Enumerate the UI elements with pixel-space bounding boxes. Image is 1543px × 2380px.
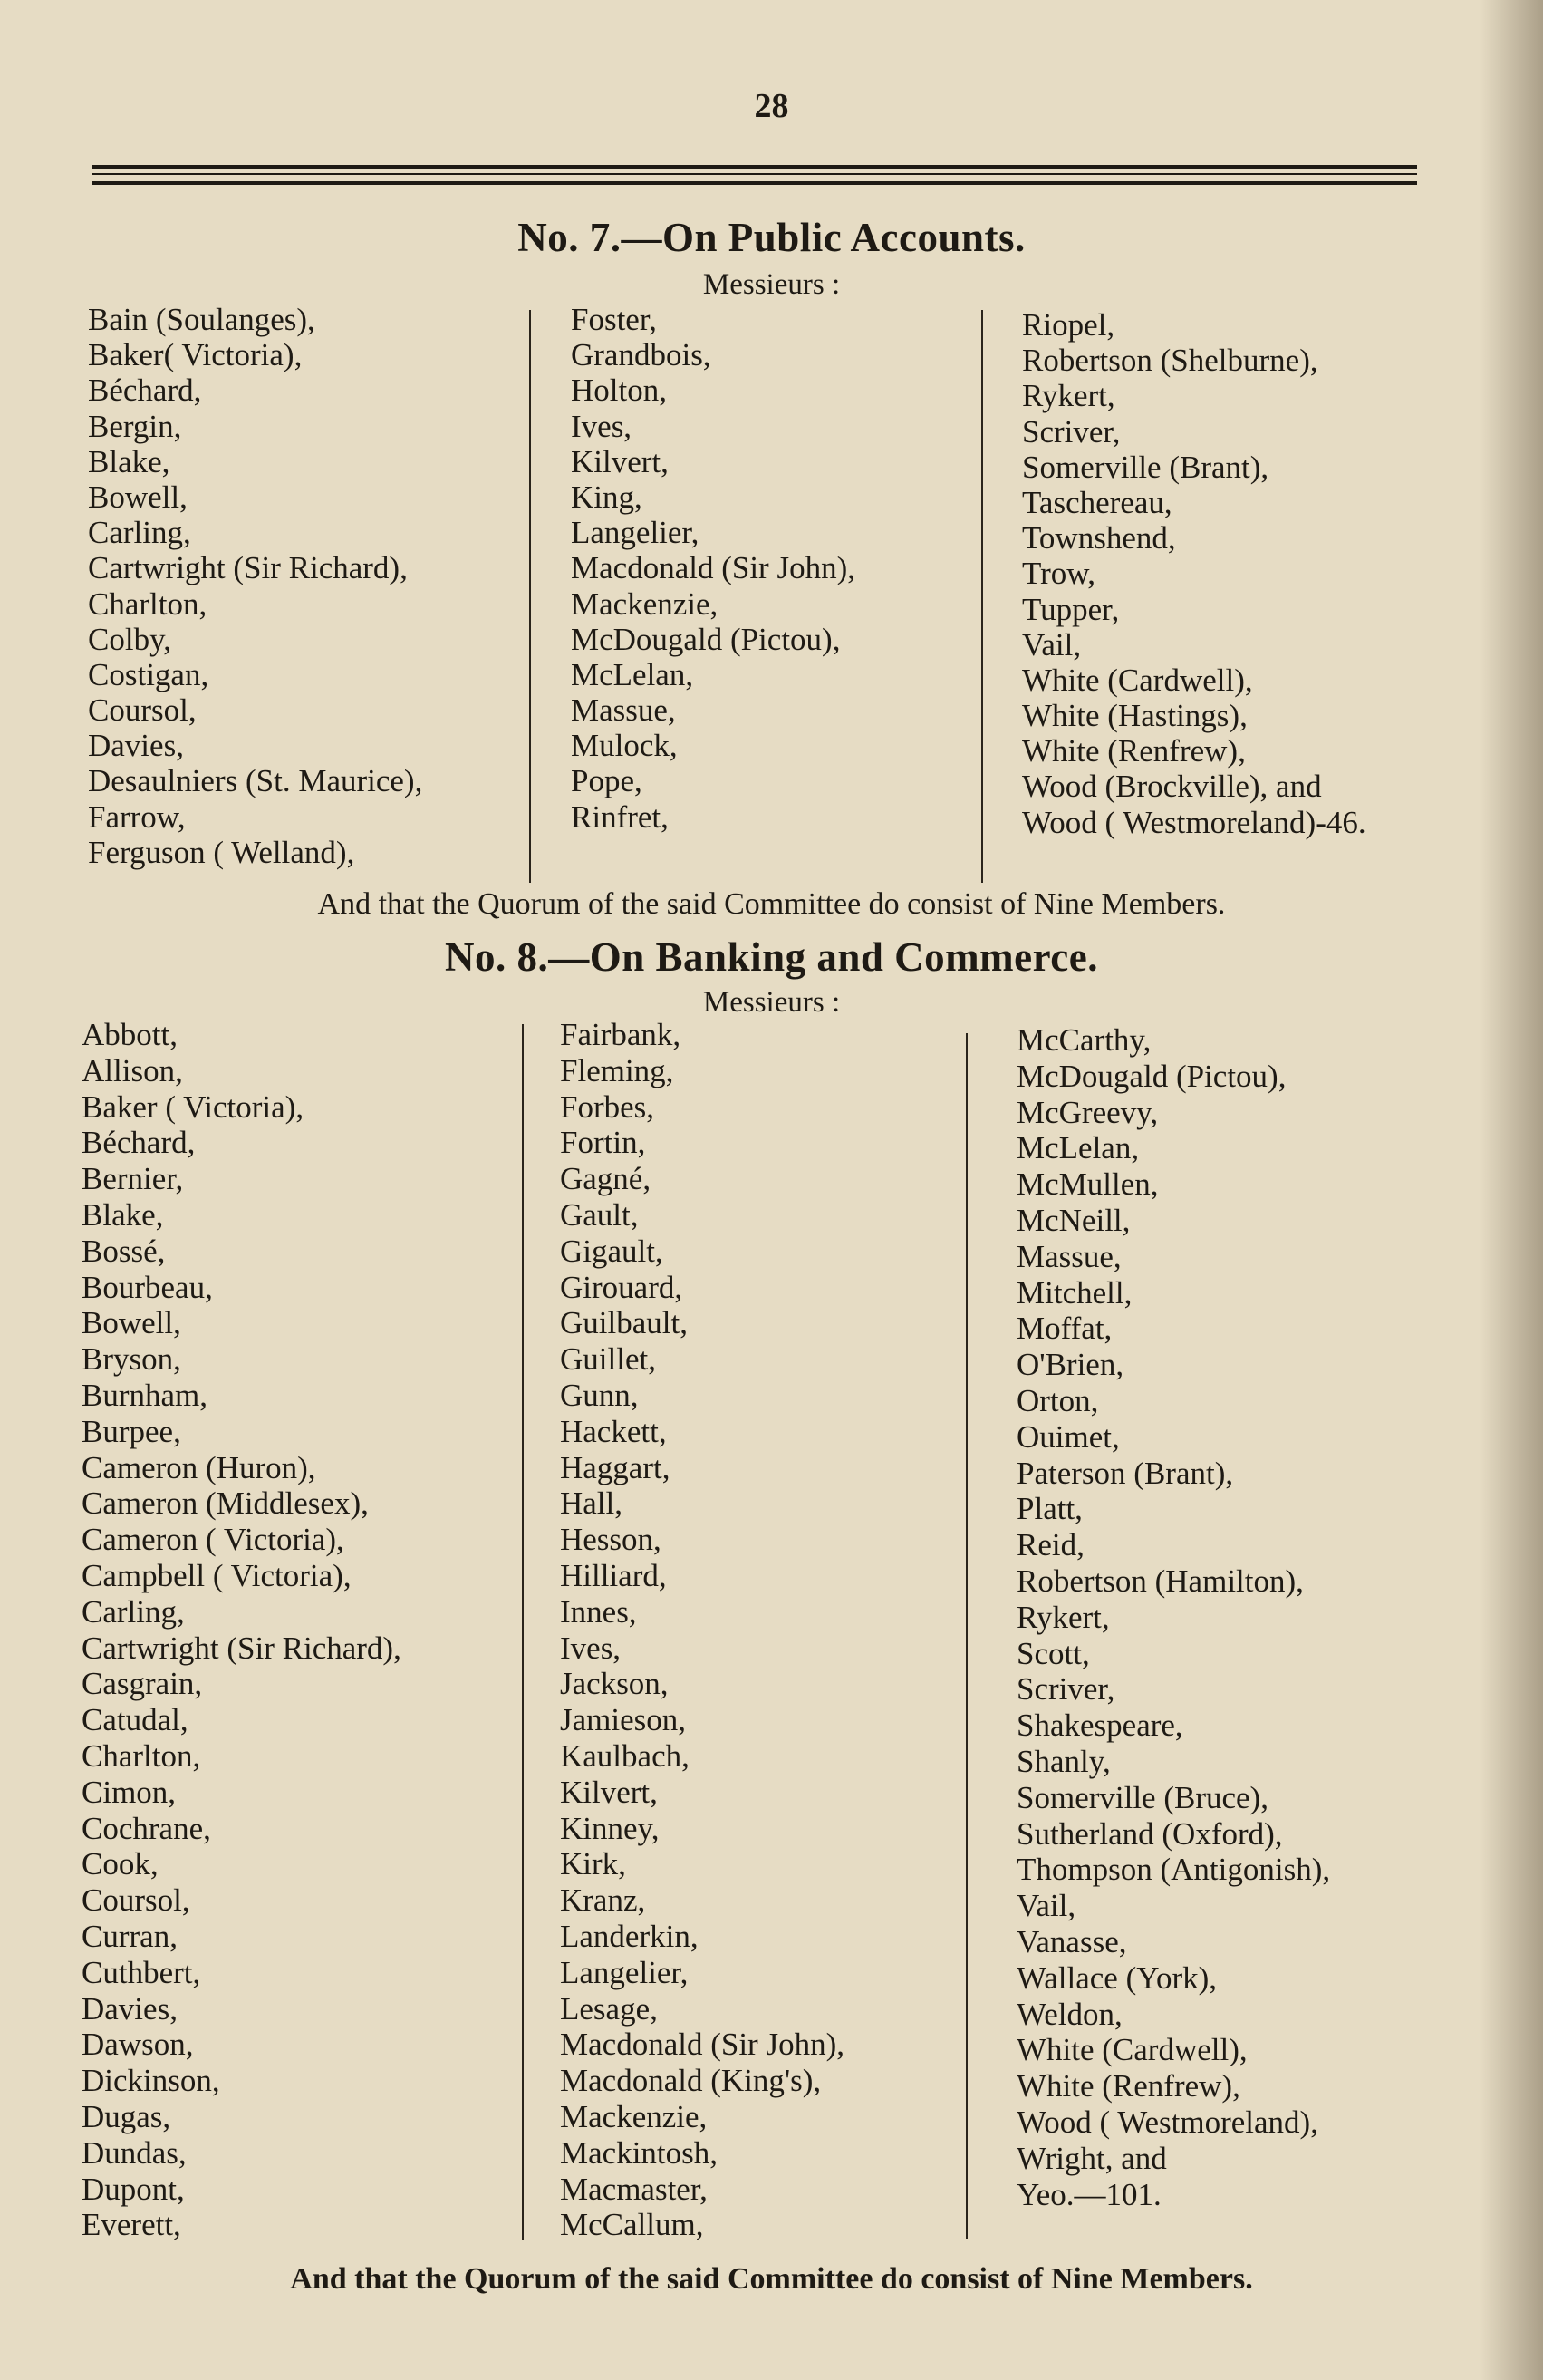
member-name: Blake,: [82, 1196, 164, 1233]
member-name: King,: [571, 479, 642, 515]
member-name: Pope,: [571, 763, 642, 799]
member-name: Gagné,: [560, 1161, 651, 1197]
member-name: Kilvert,: [560, 1774, 658, 1810]
member-name: Forbes,: [560, 1088, 655, 1125]
member-name: Abbott,: [82, 1017, 178, 1052]
member-name: Macmaster,: [560, 2171, 708, 2207]
member-name: Wright, and: [1017, 2140, 1167, 2176]
member-name: Massue,: [1017, 1238, 1122, 1274]
member-name: Rinfret,: [571, 798, 669, 835]
member-name: Kaulbach,: [560, 1737, 690, 1774]
member-name: Macdonald (King's),: [560, 2063, 822, 2099]
member-name: Cameron (Huron),: [82, 1449, 316, 1485]
member-name: Taschereau,: [1022, 484, 1172, 520]
member-name: Wood ( Westmoreland),: [1017, 2104, 1318, 2140]
member-name: Bowell,: [88, 479, 188, 515]
member-name: Bain (Soulanges),: [88, 302, 315, 337]
section7-column-1: [88, 302, 422, 870]
member-name: Campbell ( Victoria),: [82, 1557, 352, 1593]
member-name: Carling,: [88, 515, 191, 551]
member-name: Cimon,: [82, 1774, 177, 1810]
section8-column-2: [560, 1017, 844, 2243]
member-name: Davies,: [88, 728, 184, 764]
member-name: Moffat,: [1017, 1311, 1113, 1347]
member-name: Kranz,: [560, 1882, 646, 1919]
member-name: Mackenzie,: [560, 2098, 708, 2134]
member-name: Jamieson,: [560, 1702, 687, 1738]
member-name: Bryson,: [82, 1341, 181, 1378]
member-name: Scriver,: [1017, 1671, 1115, 1708]
column-divider: [981, 310, 983, 883]
member-name: Gault,: [560, 1196, 639, 1233]
column-divider: [529, 310, 531, 883]
page-edge-shadow: [1480, 0, 1543, 2380]
member-name: McDougald (Pictou),: [571, 621, 841, 657]
member-name: Baker( Victoria),: [88, 337, 303, 373]
member-name: Cameron (Middlesex),: [82, 1485, 369, 1522]
member-name: Jackson,: [560, 1666, 669, 1702]
header-rule: [92, 165, 1417, 169]
member-name: Béchard,: [82, 1125, 196, 1161]
member-name: Farrow,: [88, 798, 186, 835]
member-name: Scriver,: [1022, 413, 1121, 450]
member-name: Shanly,: [1017, 1743, 1111, 1779]
member-name: Townshend,: [1022, 520, 1176, 556]
member-name: Robertson (Shelburne),: [1022, 343, 1318, 379]
member-name: Tupper,: [1022, 591, 1120, 627]
column-divider: [522, 1024, 524, 2240]
member-name: Hesson,: [560, 1522, 661, 1558]
member-name: Bernier,: [82, 1161, 184, 1197]
section8-column-3: [1017, 1022, 1330, 2212]
member-name: Hall,: [560, 1485, 623, 1522]
member-name: Bergin,: [88, 408, 182, 444]
member-name: Langelier,: [571, 515, 699, 551]
member-name: Ferguson ( Welland),: [88, 834, 355, 870]
member-name: Gigault,: [560, 1233, 663, 1269]
member-name: Haggart,: [560, 1449, 670, 1485]
header-rule: [92, 181, 1417, 185]
member-name: Mulock,: [571, 728, 678, 764]
section7-heading: No. 7.—On Public Accounts.: [517, 215, 1026, 260]
member-name: Riopel,: [1022, 307, 1115, 343]
member-name: Guilbault,: [560, 1305, 688, 1341]
section7-messieurs: Messieurs :: [702, 268, 841, 301]
member-name: Kinney,: [560, 1810, 660, 1846]
section7-column-3: [1022, 307, 1366, 840]
member-name: Reid,: [1017, 1527, 1085, 1563]
member-name: Wood ( Westmoreland)-46.: [1022, 804, 1366, 840]
member-name: Innes,: [560, 1593, 637, 1630]
member-name: Yeo.—101.: [1017, 2176, 1162, 2212]
member-name: White (Hastings),: [1022, 698, 1248, 734]
member-name: Guillet,: [560, 1341, 656, 1378]
member-name: O'Brien,: [1017, 1347, 1124, 1383]
member-name: Macdonald (Sir John),: [571, 550, 855, 586]
member-name: Hilliard,: [560, 1557, 667, 1593]
member-name: Bourbeau,: [82, 1269, 213, 1305]
member-name: Baker ( Victoria),: [82, 1088, 304, 1125]
member-name: Platt,: [1017, 1491, 1083, 1527]
member-name: Dupont,: [82, 2171, 185, 2207]
member-name: McNeill,: [1017, 1202, 1131, 1238]
member-name: Coursol,: [82, 1882, 190, 1919]
member-name: Lesage,: [560, 1990, 658, 2027]
member-name: Kilvert,: [571, 443, 669, 479]
member-name: Cartwright (Sir Richard),: [88, 550, 408, 586]
member-name: Dundas,: [82, 2134, 187, 2171]
member-name: Gunn,: [560, 1377, 639, 1413]
member-name: Orton,: [1017, 1382, 1099, 1418]
member-name: Costigan,: [88, 656, 209, 692]
member-name: Wood (Brockville), and: [1022, 769, 1322, 805]
member-name: White (Cardwell),: [1022, 662, 1253, 698]
member-name: Dugas,: [82, 2098, 171, 2134]
member-name: Cameron ( Victoria),: [82, 1522, 344, 1558]
member-name: Mitchell,: [1017, 1274, 1133, 1311]
member-name: Paterson (Brant),: [1017, 1455, 1234, 1491]
member-name: Somerville (Bruce),: [1017, 1779, 1268, 1815]
member-name: Ouimet,: [1017, 1418, 1120, 1455]
member-name: Cochrane,: [82, 1810, 211, 1846]
section8-quorum: And that the Quorum of the said Committee do consist of Nine Members.: [290, 2262, 1253, 2296]
member-name: Desaulniers (St. Maurice),: [88, 763, 423, 799]
member-name: Fairbank,: [560, 1017, 681, 1052]
member-name: Bossé,: [82, 1233, 166, 1269]
member-name: Vail,: [1017, 1888, 1076, 1924]
member-name: Rykert,: [1022, 378, 1115, 414]
member-name: McGreevy,: [1017, 1094, 1159, 1130]
member-name: Robertson (Hamilton),: [1017, 1562, 1304, 1599]
member-name: Holton,: [571, 372, 667, 409]
column-divider: [966, 1033, 968, 2239]
member-name: McCallum,: [560, 2207, 704, 2243]
member-name: Fortin,: [560, 1125, 646, 1161]
member-name: Casgrain,: [82, 1666, 203, 1702]
member-name: Charlton,: [82, 1737, 201, 1774]
member-name: Ives,: [571, 408, 632, 444]
header-rule: [92, 173, 1417, 175]
member-name: Macdonald (Sir John),: [560, 2027, 844, 2063]
member-name: Shakespeare,: [1017, 1708, 1183, 1744]
member-name: Sutherland (Oxford),: [1017, 1815, 1283, 1852]
member-name: Vail,: [1022, 626, 1082, 663]
member-name: Cuthbert,: [82, 1954, 201, 1990]
member-name: White (Renfrew),: [1017, 2068, 1240, 2104]
member-name: Catudal,: [82, 1702, 188, 1738]
member-name: Rykert,: [1017, 1599, 1110, 1635]
member-name: Allison,: [82, 1052, 183, 1088]
member-name: Curran,: [82, 1918, 178, 1954]
member-name: Dickinson,: [82, 2063, 220, 2099]
member-name: Charlton,: [88, 585, 207, 622]
member-name: Blake,: [88, 443, 170, 479]
member-name: White (Renfrew),: [1022, 733, 1246, 769]
member-name: Girouard,: [560, 1269, 683, 1305]
member-name: Vanasse,: [1017, 1923, 1127, 1959]
member-name: Langelier,: [560, 1954, 689, 1990]
section8-messieurs: Messieurs :: [702, 986, 841, 1019]
member-name: Weldon,: [1017, 1996, 1123, 2032]
member-name: Grandbois,: [571, 337, 711, 373]
member-name: Mackenzie,: [571, 585, 718, 622]
member-name: Scott,: [1017, 1635, 1090, 1671]
member-name: McDougald (Pictou),: [1017, 1058, 1287, 1094]
section7-quorum: And that the Quorum of the said Committee do consist of Nine Members.: [317, 887, 1226, 921]
member-name: Davies,: [82, 1990, 178, 2027]
member-name: Massue,: [571, 692, 676, 729]
member-name: Thompson (Antigonish),: [1017, 1852, 1331, 1888]
member-name: Landerkin,: [560, 1918, 699, 1954]
member-name: Everett,: [82, 2207, 181, 2243]
member-name: White (Cardwell),: [1017, 2032, 1248, 2068]
member-name: Béchard,: [88, 372, 202, 409]
member-name: Bowell,: [82, 1305, 181, 1341]
section8-heading: No. 8.—On Banking and Commerce.: [445, 934, 1098, 980]
member-name: McLelan,: [571, 656, 694, 692]
member-name: McCarthy,: [1017, 1022, 1152, 1058]
member-name: Burpee,: [82, 1413, 181, 1449]
member-name: Carling,: [82, 1593, 185, 1630]
member-name: Kirk,: [560, 1846, 626, 1882]
section7-column-2: [571, 302, 855, 835]
member-name: Burnham,: [82, 1377, 208, 1413]
member-name: Ives,: [560, 1630, 622, 1666]
member-name: Somerville (Brant),: [1022, 449, 1269, 485]
member-name: Coursol,: [88, 692, 197, 729]
member-name: Hackett,: [560, 1413, 667, 1449]
member-name: Fleming,: [560, 1052, 674, 1088]
member-name: Foster,: [571, 302, 657, 337]
section8-column-1: [82, 1017, 401, 2243]
member-name: Mackintosh,: [560, 2134, 718, 2171]
member-name: Cartwright (Sir Richard),: [82, 1630, 401, 1666]
member-name: Trow,: [1022, 556, 1096, 592]
member-name: Cook,: [82, 1846, 159, 1882]
page-number: 28: [754, 87, 789, 125]
member-name: Wallace (York),: [1017, 1959, 1218, 1996]
member-name: McMullen,: [1017, 1166, 1159, 1203]
member-name: Dawson,: [82, 2027, 194, 2063]
member-name: McLelan,: [1017, 1130, 1140, 1166]
member-name: Colby,: [88, 621, 172, 657]
